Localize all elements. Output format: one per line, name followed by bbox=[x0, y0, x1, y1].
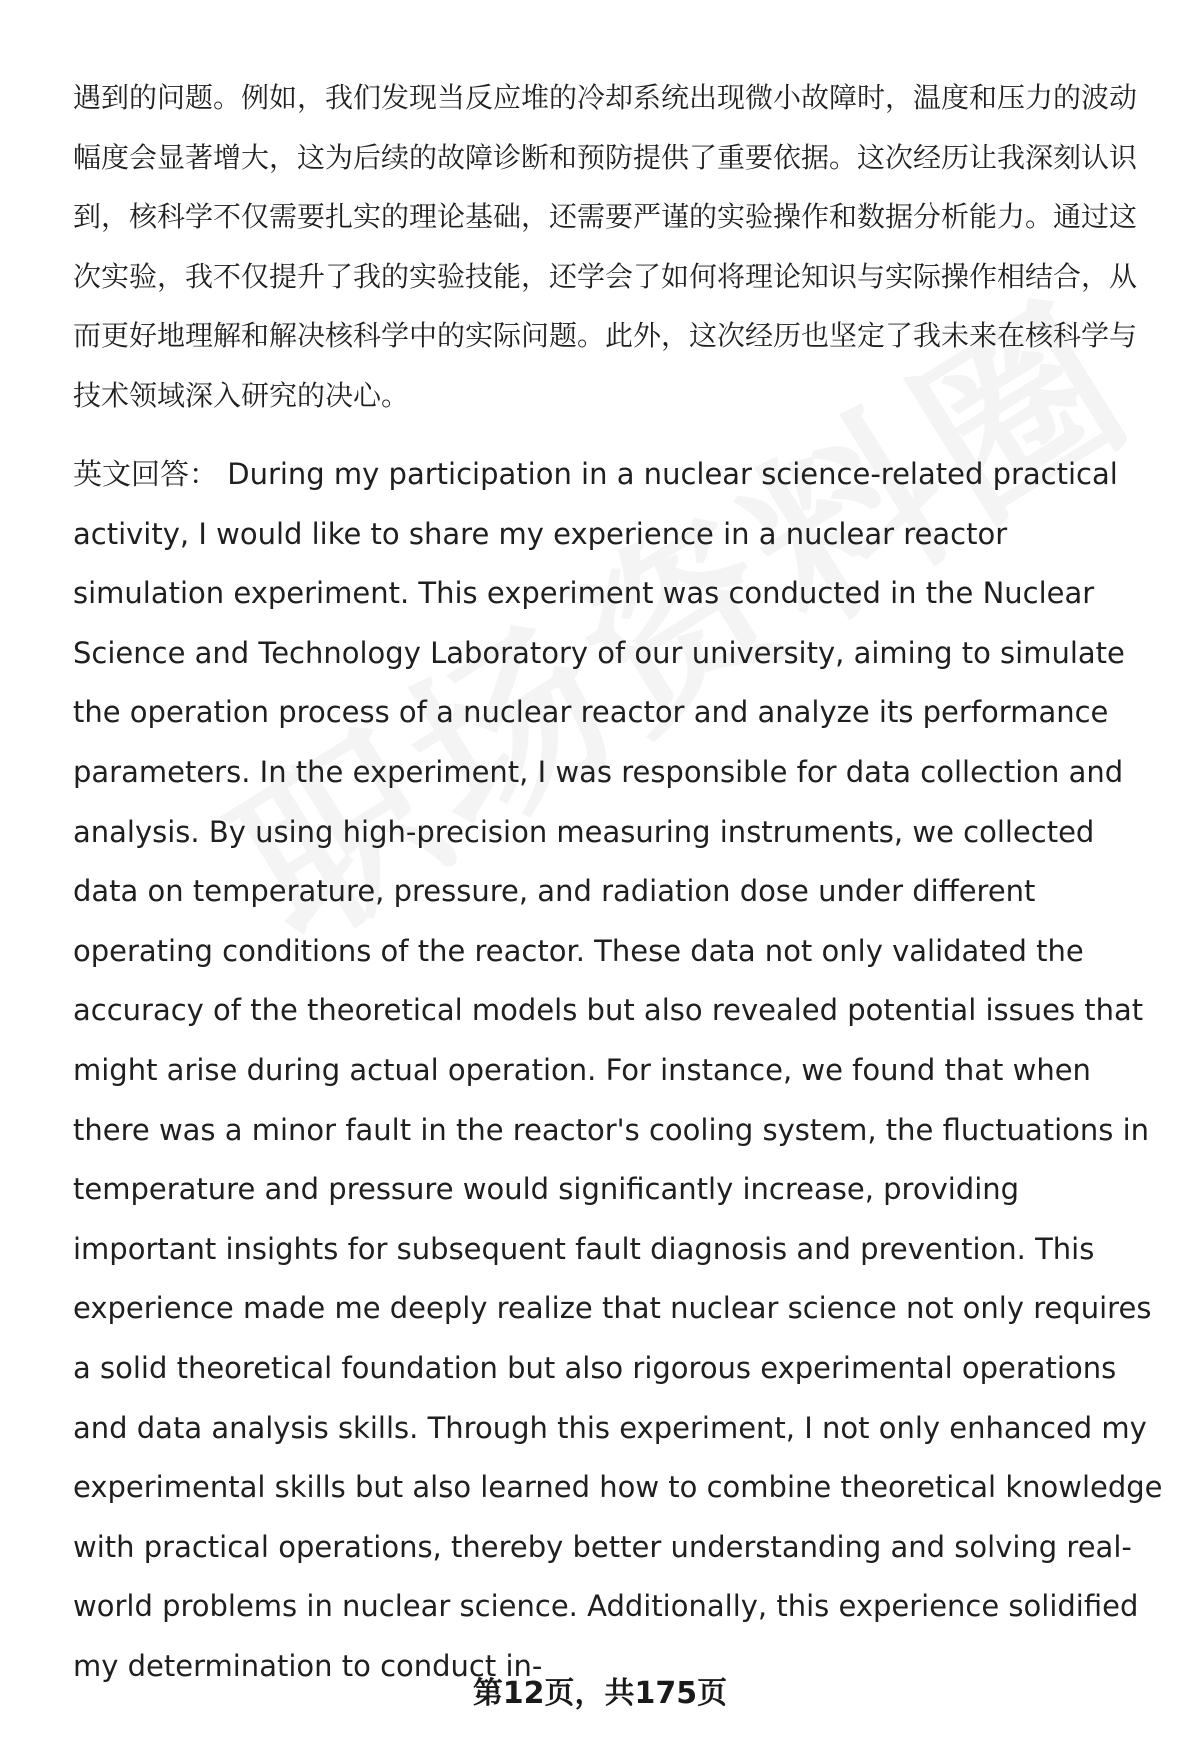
english-answer-label: 英文回答： bbox=[73, 457, 219, 491]
english-paragraph bbox=[73, 445, 1163, 1696]
page-number-footer: 第12页，共175页 bbox=[472, 1676, 728, 1711]
english-answer-text: During my participation in a nuclear science-related practical activity, I would like to share my experience in a nuclear reactor simulation experiment. This experiment was conducted in the Nuclear Science and Technology Laboratory of our university, aiming to simulate the operation process of a nuclear reactor and analyze its performance parameters. In the experiment, I was responsible for data collection and analysis. By using high-precision measuring instruments, we collected data on temperature, pressure, and radiation dose under different operating conditions of the reactor. These data not only validated the accuracy of the theoretical models but also revealed potential issues that might arise during actual operation. For instance, we found that when there was a minor fault in the reactor's cooling system, the fluctuations in temperature and pressure would significantly increase, providing important insights for subsequent fault diagnosis and prevention. This experience made me deeply realize that nuclear science not only requires a solid theoretical foundation but also rigorous experimental operations and data analysis skills. Through this experiment, I not only enhanced my experimental skills but also learned how to combine theoretical knowledge with practical operations, thereby better understanding and solving real-world problems in nuclear science. Additionally, this experience solidified my determination to conduct in- bbox=[73, 457, 1163, 1683]
chinese-paragraph: 遇到的问题。例如，我们发现当反应堆的冷却系统出现微小故障时，温度和压力的波动幅度会显著增大，这为后续的故障诊断和预防提供了重要依据。这次经历让我深刻认识到，核科学不仅需要扎实的理论基础，还需要严谨的实验操作和数据分析能力。通过这次实验，我不仅提升了我的实验技能，还学会了如何将理论知识与实际操作相结合，从而更好地理解和解决核科学中的实际问题。此外，这次经历也坚定了我未来在核科学与技术领域深入研究的决心。 bbox=[73, 81, 1138, 412]
document-body bbox=[73, 68, 1163, 1696]
